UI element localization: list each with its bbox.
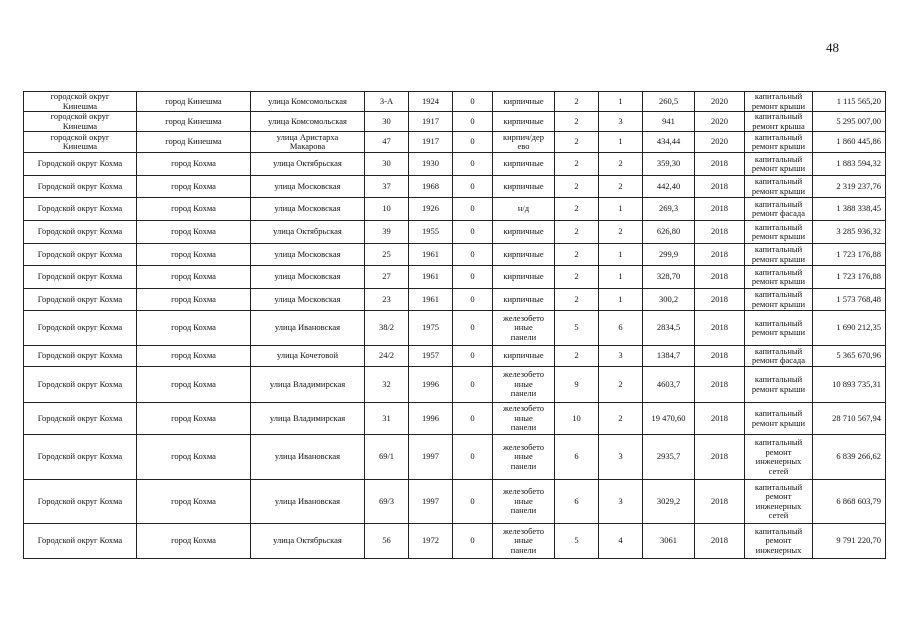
cell-cost: 1 723 176,88: [813, 244, 886, 266]
cell-work-type: капитальный ремонт крыши: [745, 289, 813, 311]
cell-work-type: капитальный ремонт крыши: [745, 92, 813, 112]
cell-floors: 2: [555, 92, 599, 112]
cell-entrances: 3: [599, 112, 643, 132]
cell-year-repair: 2018: [695, 480, 745, 524]
cell-year-built: 1961: [409, 289, 453, 311]
cell-work-type: капитальный ремонт крыши: [745, 311, 813, 346]
cell-year-renovated: 0: [453, 176, 493, 198]
cell-house-number: 38/2: [365, 311, 409, 346]
cell-entrances: 3: [599, 435, 643, 480]
cell-city: город Кинешма: [137, 132, 251, 153]
cell-wall-material: кирпич/дер ево: [493, 132, 555, 153]
cell-year-repair: 2018: [695, 524, 745, 559]
cell-entrances: 2: [599, 221, 643, 244]
cell-district: Городской округ Кохма: [24, 221, 137, 244]
cell-wall-material: кирпичные: [493, 244, 555, 266]
cell-city: город Кохма: [137, 403, 251, 435]
cell-work-type: капитальный ремонт крыши: [745, 367, 813, 403]
cell-cost: 10 893 735,31: [813, 367, 886, 403]
cell-wall-material: железобето нные панели: [493, 367, 555, 403]
cell-house-number: 27: [365, 266, 409, 289]
cell-year-built: 1961: [409, 266, 453, 289]
cell-cost: 1 860 445,86: [813, 132, 886, 153]
cell-street: улица Октябрьская: [251, 221, 365, 244]
cell-floors: 6: [555, 435, 599, 480]
cell-entrances: 3: [599, 346, 643, 367]
cell-entrances: 6: [599, 311, 643, 346]
cell-floors: 6: [555, 480, 599, 524]
cell-year-repair: 2020: [695, 92, 745, 112]
cell-year-renovated: 0: [453, 480, 493, 524]
cell-year-renovated: 0: [453, 367, 493, 403]
cell-street: улица Московская: [251, 198, 365, 221]
cell-work-type: капитальный ремонт инженерных: [745, 524, 813, 559]
cell-work-type: капитальный ремонт крыши: [745, 403, 813, 435]
cell-work-type: капитальный ремонт крыши: [745, 153, 813, 176]
table-row: [24, 198, 886, 221]
cell-house-number: 39: [365, 221, 409, 244]
cell-house-number: 30: [365, 153, 409, 176]
cell-wall-material: железобето нные панели: [493, 403, 555, 435]
cell-entrances: 1: [599, 198, 643, 221]
cell-city: город Кохма: [137, 524, 251, 559]
cell-area: 2935,7: [643, 435, 695, 480]
cell-house-number: 25: [365, 244, 409, 266]
table-body: [24, 92, 886, 559]
cell-city: город Кохма: [137, 435, 251, 480]
cell-area: 4603,7: [643, 367, 695, 403]
cell-street: улица Ивановская: [251, 435, 365, 480]
cell-year-built: 1996: [409, 403, 453, 435]
cell-cost: 1 690 212,35: [813, 311, 886, 346]
cell-cost: 6 839 266,62: [813, 435, 886, 480]
cell-entrances: 1: [599, 244, 643, 266]
cell-wall-material: н/д: [493, 198, 555, 221]
cell-city: город Кохма: [137, 176, 251, 198]
cell-year-renovated: 0: [453, 289, 493, 311]
cell-floors: 2: [555, 221, 599, 244]
cell-entrances: 2: [599, 153, 643, 176]
cell-year-built: 1930: [409, 153, 453, 176]
cell-city: город Кинешма: [137, 92, 251, 112]
cell-wall-material: железобето нные панели: [493, 435, 555, 480]
cell-city: город Кохма: [137, 289, 251, 311]
cell-street: улица Владимирская: [251, 403, 365, 435]
table-row: [24, 221, 886, 244]
cell-year-built: 1961: [409, 244, 453, 266]
table-row: [24, 92, 886, 112]
cell-street: улица Ивановская: [251, 311, 365, 346]
cell-wall-material: кирпичные: [493, 266, 555, 289]
cell-entrances: 1: [599, 266, 643, 289]
cell-district: Городской округ Кохма: [24, 403, 137, 435]
cell-house-number: 23: [365, 289, 409, 311]
cell-street: улица Комсомольская: [251, 112, 365, 132]
cell-entrances: 1: [599, 289, 643, 311]
cell-street: улица Владимирская: [251, 367, 365, 403]
cell-year-renovated: 0: [453, 92, 493, 112]
cell-street: улица Октябрьская: [251, 524, 365, 559]
cell-city: город Кохма: [137, 221, 251, 244]
cell-wall-material: кирпичные: [493, 221, 555, 244]
cell-work-type: капитальный ремонт крыши: [745, 244, 813, 266]
cell-floors: 9: [555, 367, 599, 403]
cell-area: 269,3: [643, 198, 695, 221]
cell-year-built: 1975: [409, 311, 453, 346]
table-row: [24, 403, 886, 435]
cell-district: городской округ Кинешма: [24, 92, 137, 112]
cell-wall-material: железобето нные панели: [493, 524, 555, 559]
table-row: [24, 480, 886, 524]
cell-year-built: 1972: [409, 524, 453, 559]
table-row: [24, 346, 886, 367]
cell-cost: 1 573 768,48: [813, 289, 886, 311]
cell-entrances: 2: [599, 403, 643, 435]
cell-wall-material: кирпичные: [493, 153, 555, 176]
cell-year-repair: 2018: [695, 311, 745, 346]
cell-cost: 1 723 176,88: [813, 266, 886, 289]
cell-wall-material: железобето нные панели: [493, 311, 555, 346]
cell-city: город Кинешма: [137, 112, 251, 132]
cell-work-type: капитальный ремонт крыши: [745, 176, 813, 198]
cell-street: улица Московская: [251, 244, 365, 266]
cell-work-type: капитальный ремонт крыша: [745, 112, 813, 132]
cell-city: город Кохма: [137, 311, 251, 346]
cell-area: 359,30: [643, 153, 695, 176]
cell-year-renovated: 0: [453, 311, 493, 346]
cell-year-repair: 2018: [695, 176, 745, 198]
table-row: [24, 289, 886, 311]
cell-entrances: 2: [599, 367, 643, 403]
cell-work-type: капитальный ремонт инженерных сетей: [745, 435, 813, 480]
cell-entrances: 3: [599, 480, 643, 524]
cell-house-number: 69/3: [365, 480, 409, 524]
cell-wall-material: железобето нные панели: [493, 480, 555, 524]
cell-cost: 1 388 338,45: [813, 198, 886, 221]
cell-cost: 1 883 594,32: [813, 153, 886, 176]
cell-street: улица Московская: [251, 176, 365, 198]
cell-year-built: 1997: [409, 435, 453, 480]
cell-district: Городской округ Кохма: [24, 153, 137, 176]
cell-district: Городской округ Кохма: [24, 346, 137, 367]
cell-cost: 1 115 565,20: [813, 92, 886, 112]
cell-year-renovated: 0: [453, 112, 493, 132]
table-row: [24, 244, 886, 266]
table-row: [24, 112, 886, 132]
cell-house-number: 10: [365, 198, 409, 221]
cell-district: Городской округ Кохма: [24, 311, 137, 346]
cell-wall-material: кирпичные: [493, 346, 555, 367]
cell-area: 2834,5: [643, 311, 695, 346]
cell-street: улица Комсомольская: [251, 92, 365, 112]
cell-entrances: 1: [599, 92, 643, 112]
cell-year-built: 1997: [409, 480, 453, 524]
cell-year-renovated: 0: [453, 244, 493, 266]
cell-year-repair: 2020: [695, 132, 745, 153]
table-row: [24, 435, 886, 480]
table-row: [24, 367, 886, 403]
table-row: [24, 311, 886, 346]
cell-city: город Кохма: [137, 153, 251, 176]
cell-year-built: 1996: [409, 367, 453, 403]
cell-year-repair: 2018: [695, 435, 745, 480]
cell-area: 442,40: [643, 176, 695, 198]
cell-cost: 9 791 220,70: [813, 524, 886, 559]
cell-year-repair: 2018: [695, 221, 745, 244]
cell-area: 434,44: [643, 132, 695, 153]
cell-house-number: 69/1: [365, 435, 409, 480]
cell-cost: 5 365 670,96: [813, 346, 886, 367]
cell-year-built: 1926: [409, 198, 453, 221]
table-row: [24, 524, 886, 559]
cell-city: город Кохма: [137, 367, 251, 403]
cell-house-number: 3-А: [365, 92, 409, 112]
cell-year-repair: 2018: [695, 266, 745, 289]
cell-area: 941: [643, 112, 695, 132]
cell-area: 19 470,60: [643, 403, 695, 435]
cell-street: улица Ивановская: [251, 480, 365, 524]
cell-wall-material: кирпичные: [493, 112, 555, 132]
cell-house-number: 32: [365, 367, 409, 403]
table-row: [24, 176, 886, 198]
cell-work-type: капитальный ремонт крыши: [745, 266, 813, 289]
cell-district: Городской округ Кохма: [24, 289, 137, 311]
cell-district: Городской округ Кохма: [24, 266, 137, 289]
cell-entrances: 4: [599, 524, 643, 559]
cell-area: 3061: [643, 524, 695, 559]
cell-district: городской округ Кинешма: [24, 112, 137, 132]
cell-year-repair: 2018: [695, 403, 745, 435]
cell-area: 300,2: [643, 289, 695, 311]
cell-wall-material: кирпичные: [493, 289, 555, 311]
table-row: [24, 153, 886, 176]
cell-entrances: 2: [599, 176, 643, 198]
cell-area: 626,80: [643, 221, 695, 244]
cell-area: 299,9: [643, 244, 695, 266]
cell-district: Городской округ Кохма: [24, 244, 137, 266]
cell-year-renovated: 0: [453, 346, 493, 367]
cell-floors: 2: [555, 112, 599, 132]
cell-year-built: 1924: [409, 92, 453, 112]
cell-street: улица Аристарха Макарова: [251, 132, 365, 153]
cell-house-number: 47: [365, 132, 409, 153]
cell-floors: 2: [555, 153, 599, 176]
cell-year-renovated: 0: [453, 266, 493, 289]
cell-year-repair: 2018: [695, 289, 745, 311]
cell-year-renovated: 0: [453, 403, 493, 435]
cell-floors: 2: [555, 176, 599, 198]
cell-city: город Кохма: [137, 480, 251, 524]
cell-year-renovated: 0: [453, 524, 493, 559]
cell-district: Городской округ Кохма: [24, 367, 137, 403]
cell-cost: 6 868 603,79: [813, 480, 886, 524]
cell-year-repair: 2018: [695, 346, 745, 367]
cell-district: Городской округ Кохма: [24, 524, 137, 559]
cell-house-number: 30: [365, 112, 409, 132]
cell-floors: 5: [555, 524, 599, 559]
cell-year-renovated: 0: [453, 221, 493, 244]
cell-floors: 2: [555, 266, 599, 289]
cell-cost: 2 319 237,76: [813, 176, 886, 198]
cell-year-renovated: 0: [453, 153, 493, 176]
table-row: [24, 266, 886, 289]
cell-area: 328,70: [643, 266, 695, 289]
cell-street: улица Октябрьская: [251, 153, 365, 176]
housing-repair-table: [23, 91, 886, 559]
cell-work-type: капитальный ремонт крыши: [745, 221, 813, 244]
cell-house-number: 24/2: [365, 346, 409, 367]
cell-city: город Кохма: [137, 198, 251, 221]
cell-area: 260,5: [643, 92, 695, 112]
cell-cost: 3 285 936,32: [813, 221, 886, 244]
cell-year-repair: 2018: [695, 198, 745, 221]
cell-entrances: 1: [599, 132, 643, 153]
cell-city: город Кохма: [137, 244, 251, 266]
cell-year-built: 1968: [409, 176, 453, 198]
cell-street: улица Кочетовой: [251, 346, 365, 367]
cell-year-repair: 2018: [695, 367, 745, 403]
cell-district: Городской округ Кохма: [24, 435, 137, 480]
cell-city: город Кохма: [137, 346, 251, 367]
cell-wall-material: кирпичные: [493, 176, 555, 198]
cell-floors: 2: [555, 346, 599, 367]
cell-floors: 5: [555, 311, 599, 346]
cell-work-type: капитальный ремонт фасада: [745, 346, 813, 367]
cell-work-type: капитальный ремонт фасада: [745, 198, 813, 221]
cell-year-built: 1917: [409, 132, 453, 153]
cell-district: Городской округ Кохма: [24, 480, 137, 524]
cell-floors: 10: [555, 403, 599, 435]
cell-year-repair: 2018: [695, 244, 745, 266]
cell-district: городской округ Кинешма: [24, 132, 137, 153]
cell-city: город Кохма: [137, 266, 251, 289]
cell-year-repair: 2018: [695, 153, 745, 176]
cell-year-built: 1955: [409, 221, 453, 244]
cell-area: 3029,2: [643, 480, 695, 524]
cell-district: Городской округ Кохма: [24, 198, 137, 221]
cell-wall-material: кирпичные: [493, 92, 555, 112]
cell-year-built: 1917: [409, 112, 453, 132]
cell-district: Городской округ Кохма: [24, 176, 137, 198]
cell-year-repair: 2020: [695, 112, 745, 132]
cell-year-renovated: 0: [453, 198, 493, 221]
cell-work-type: капитальный ремонт инженерных сетей: [745, 480, 813, 524]
cell-cost: 28 710 567,94: [813, 403, 886, 435]
cell-house-number: 56: [365, 524, 409, 559]
cell-work-type: капитальный ремонт крыши: [745, 132, 813, 153]
cell-floors: 2: [555, 198, 599, 221]
cell-house-number: 37: [365, 176, 409, 198]
cell-area: 1384,7: [643, 346, 695, 367]
cell-year-renovated: 0: [453, 132, 493, 153]
table-row: [24, 132, 886, 153]
page-number: 48: [826, 40, 839, 55]
cell-street: улица Московская: [251, 289, 365, 311]
cell-house-number: 31: [365, 403, 409, 435]
cell-street: улица Московская: [251, 266, 365, 289]
cell-year-renovated: 0: [453, 435, 493, 480]
cell-floors: 2: [555, 132, 599, 153]
cell-cost: 5 295 007,00: [813, 112, 886, 132]
cell-year-built: 1957: [409, 346, 453, 367]
cell-floors: 2: [555, 244, 599, 266]
cell-floors: 2: [555, 289, 599, 311]
